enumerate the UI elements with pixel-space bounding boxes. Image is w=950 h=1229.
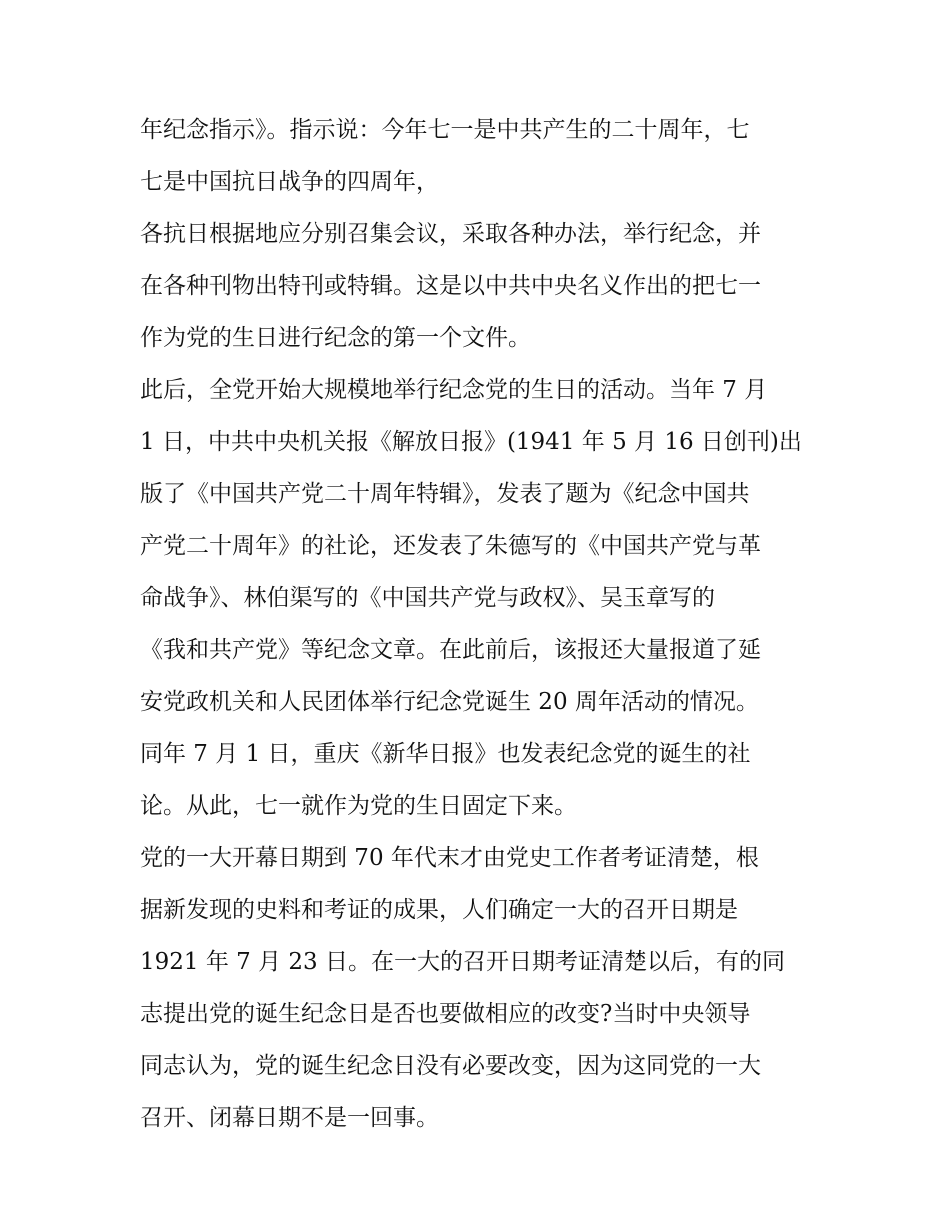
text-line: 各抗日根据地应分别召集会议，采取各种办法，举行纪念，并: [140, 221, 761, 247]
text-line: 据新发现的史料和考证的成果，人们确定一大的召开日期是: [140, 897, 738, 923]
text-line: 七是中国抗日战争的四周年，: [140, 169, 439, 195]
document-body: [140, 104, 820, 1144]
text-line: 同年 7 月 1 日，重庆《新华日报》也发表纪念党的诞生的社: [140, 741, 751, 767]
text-line: 此后，全党开始大规模地举行纪念党的生日的活动。当年 7 月: [140, 377, 768, 403]
text-line: 同志认为，党的诞生纪念日没有必要改变，因为这同党的一大: [140, 1053, 761, 1079]
paragraph-3: [140, 364, 820, 832]
text-line: 安党政机关和人民团体举行纪念党诞生 20 周年活动的情况。: [140, 689, 759, 715]
text-line: 1 日，中共中央机关报《解放日报》(1941 年 5 月 16 日创刊)出: [140, 429, 802, 455]
text-line: 论。从此，七一就作为党的生日固定下来。: [140, 793, 577, 819]
text-line: 党的一大开幕日期到 70 年代末才由党史工作者考证清楚，根: [140, 845, 759, 871]
text-line: 志提出党的诞生纪念日是否也要做相应的改变?当时中央领导: [140, 1001, 751, 1027]
text-line: 命战争》、林伯渠写的《中国共产党与政权》、吴玉章写的: [140, 585, 715, 611]
text-line: 年纪念指示》。指示说：今年七一是中共产生的二十周年，七: [140, 117, 750, 143]
text-line: 《我和共产党》等纪念文章。在此前后，该报还大量报道了延: [140, 637, 761, 663]
paragraph-1: [140, 104, 820, 208]
text-line: 作为党的生日进行纪念的第一个文件。: [140, 325, 531, 351]
text-line: 1921 年 7 月 23 日。在一大的召开日期考证清楚以后，有的同: [140, 949, 785, 975]
text-line: 版了《中国共产党二十周年特辑》，发表了题为《纪念中国共: [140, 481, 750, 507]
text-line: 在各种刊物出特刊或特辑。这是以中共中央名义作出的把七一: [140, 273, 761, 299]
paragraph-2: [140, 208, 820, 364]
text-line: 召开、闭幕日期不是一回事。: [140, 1105, 439, 1131]
text-line: 产党二十周年》的社论，还发表了朱德写的《中国共产党与革: [140, 533, 761, 559]
paragraph-4: [140, 832, 820, 1144]
